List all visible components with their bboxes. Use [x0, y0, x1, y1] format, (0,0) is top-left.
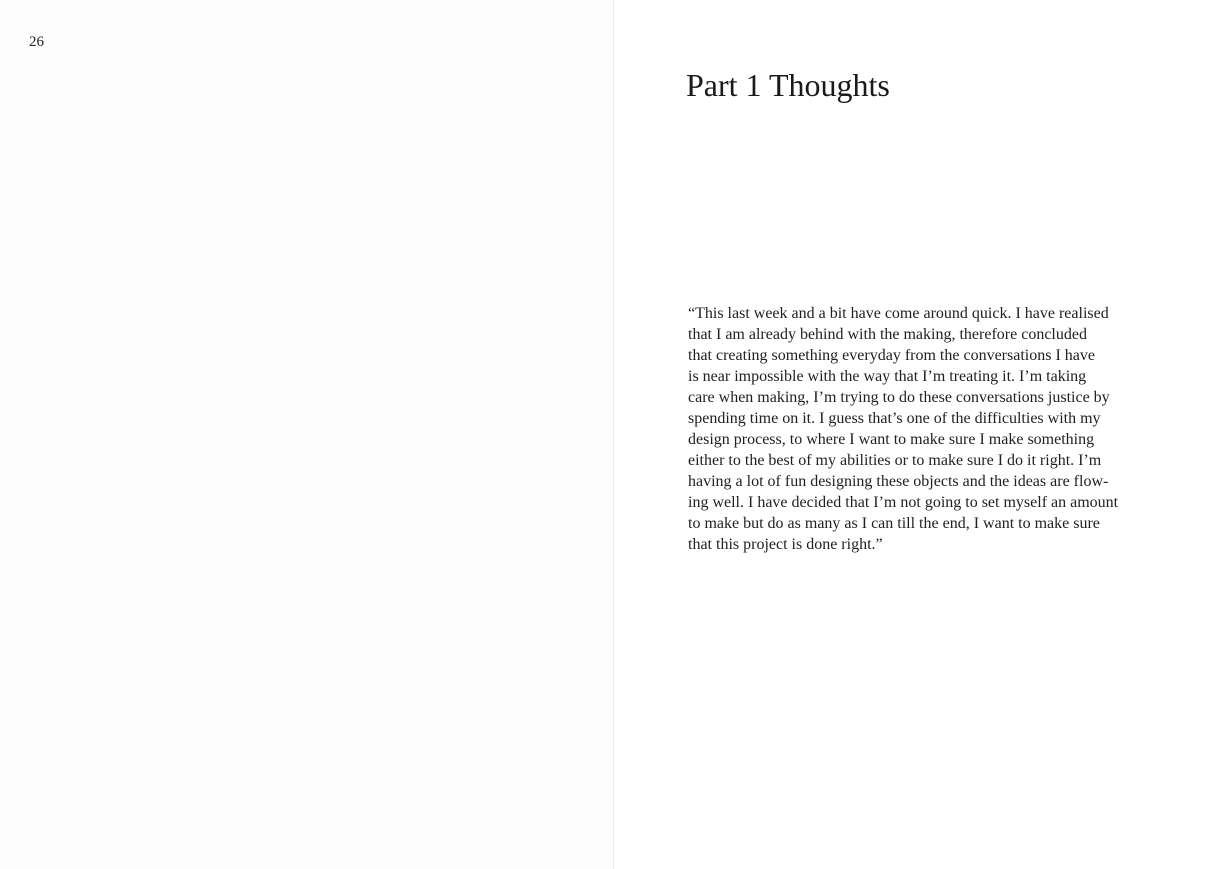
- quote-line: care when making, I’m trying to do these conversations justice by: [688, 389, 1110, 406]
- quote-line: to make but do as many as I can till the end, I want to make sure: [688, 515, 1100, 532]
- quote-line: that creating something everyday from the conversations I have: [688, 347, 1095, 364]
- quote-line: “This last week and a bit have come around quick. I have realised: [688, 305, 1109, 322]
- quote-line: is near impossible with the way that I’m treating it. I’m taking: [688, 368, 1087, 385]
- quote-line: having a lot of fun designing these objects and the ideas are flow-: [688, 473, 1109, 490]
- left-page: [0, 0, 613, 869]
- page-number: 26: [29, 34, 44, 50]
- quote-line: ing well. I have decided that I’m not going to set myself an amount: [688, 494, 1119, 511]
- quote-line: that I am already behind with the making, therefore concluded: [688, 326, 1087, 343]
- section-title: Part 1 Thoughts: [686, 67, 890, 103]
- quote-line: either to the best of my abilities or to make sure I do it right. I’m: [688, 452, 1102, 469]
- right-page: [614, 0, 1227, 869]
- quote-line: design process, to where I want to make sure I make something: [688, 431, 1095, 448]
- quote-paragraph: [688, 303, 1158, 555]
- quote-line: that this project is done right.”: [688, 536, 883, 553]
- quote-line: spending time on it. I guess that’s one of the difficulties with my: [688, 410, 1101, 427]
